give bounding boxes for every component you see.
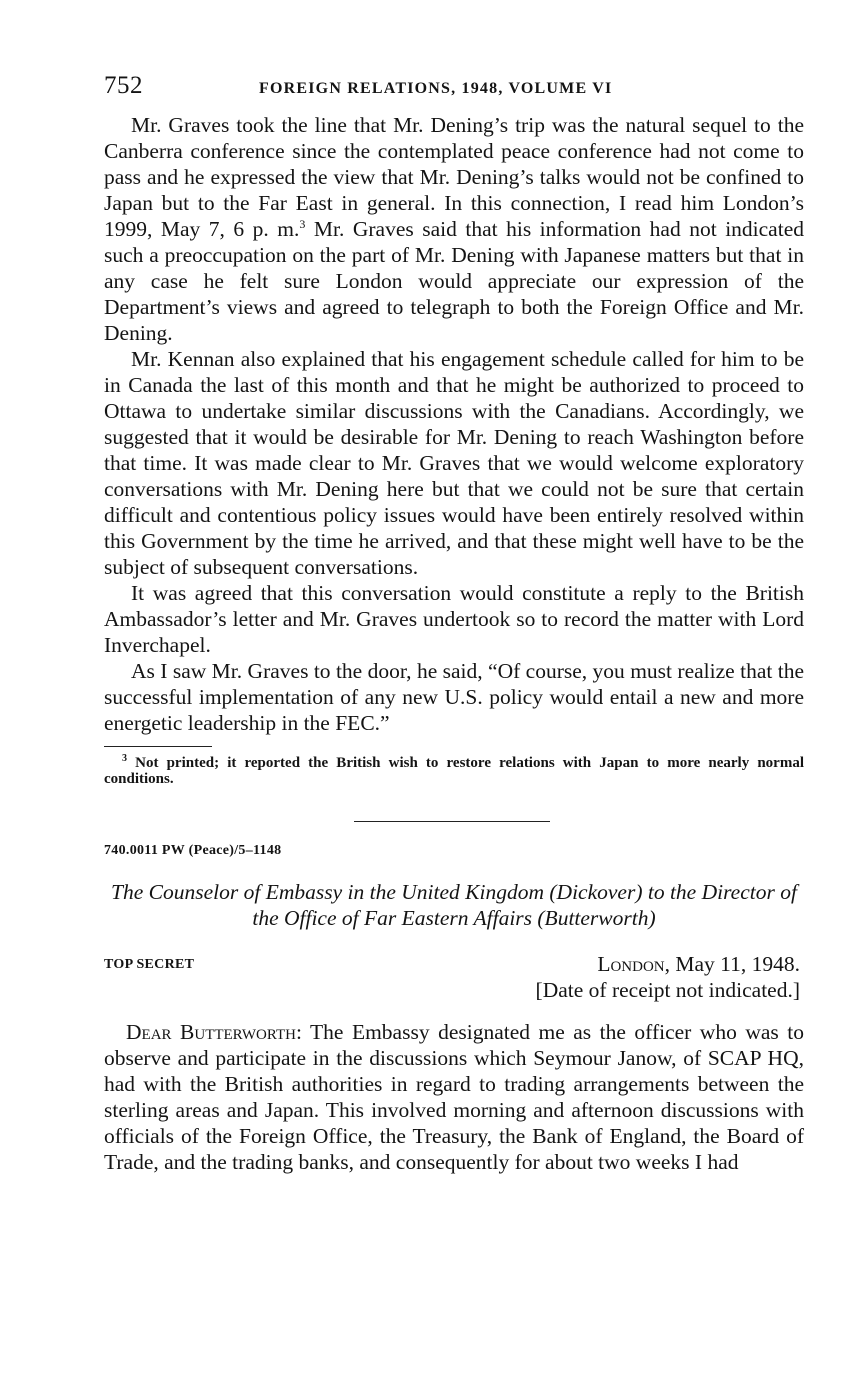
paragraph-text: : The Embassy designated me as the officer who was to observe and participate in the discussions which Seymour Janow, of SCAP HQ, had with the British authorities in regard to trading arrangements between the sterling areas and Japan. This involved morning and afternoon discussions with officials of the Foreign Office, the Treasury, the Bank of England, the Board of Trade, and the trading banks, and consequently for about two weeks I had — [104, 1020, 804, 1174]
document-title: The Counselor of Embassy in the United Kingdom (Dickover) to the Director of the Office of Far Eastern Affairs (Butterworth) — [111, 880, 797, 930]
page-number: 752 — [104, 72, 143, 99]
letter-body — [104, 1019, 804, 1175]
paragraph-text: Mr. Graves said that his information had not indicated such a preoccupation on the part of Mr. Dening with Japanese matters but that in any case he felt sure London would appreciate our expression of the Department’s views and agreed to telegraph to both the Foreign Office and Mr. Dening. — [104, 217, 804, 345]
file-reference: 740.0011 PW (Peace)/5–1148 — [104, 843, 282, 858]
paragraph — [104, 1019, 804, 1175]
dateline — [536, 951, 800, 1003]
receipt-note: [Date of receipt not indicated.] — [535, 978, 800, 1002]
document-page — [104, 72, 804, 1175]
paragraph: As I saw Mr. Graves to the door, he said, “Of course, you must realize that the successful implementation of any new U.S. policy would entail a new and more energetic leadership in the FEC.” — [104, 659, 804, 735]
dateline-place: London — [597, 952, 665, 976]
paragraph — [104, 112, 804, 346]
footnote-reference: 3 — [299, 216, 306, 231]
section-divider — [354, 821, 550, 822]
paragraph: Mr. Kennan also explained that his engagement schedule called for him to be in Canada the last of this month and that he might be authorized to proceed to Ottawa to undertake similar discussions with the Canadians. Accordingly, we suggested that it would be desirable for Mr. Dening to reach Washington before that time. It was made clear to Mr. Graves that we would welcome exploratory conversations with Mr. Dening here but that we could not be sure that certain difficult and contentious policy issues would have been entirely resolved within this Government by the time he arrived, and that these might well have to be the subject of subsequent conversations. — [104, 347, 804, 579]
classification-label: TOP SECRET — [104, 957, 195, 972]
footnote-divider — [104, 746, 212, 747]
paragraph: It was agreed that this conversation would constitute a reply to the British Ambassador’s letter and Mr. Graves undertook so to record the matter with Lord Inverchapel. — [104, 581, 804, 657]
footnote-text: Not printed; it reported the British wish to restore relations with Japan to more nearly normal conditions. — [104, 755, 804, 787]
footnote-marker: 3 — [122, 753, 127, 764]
paragraph-text: Mr. Graves took the line that Mr. Dening’s trip was the natural sequel to the Canberra conference since the contemplated peace conference had not come to pass and he expressed the view that Mr. Dening’s talks would not be confined to Japan but to the Far East in general. In this connection, I read him London’s 1999, May 7, 6 p. m. — [104, 113, 804, 241]
dateline-date: , May 11, 1948. — [664, 952, 800, 976]
salutation: Dear Butterworth — [126, 1020, 296, 1044]
body-text — [104, 112, 804, 736]
running-header — [104, 72, 804, 112]
footnotes — [104, 746, 804, 787]
footnote — [104, 755, 804, 787]
letter-header — [104, 951, 804, 1007]
running-title: FOREIGN RELATIONS, 1948, VOLUME VI — [259, 80, 613, 97]
